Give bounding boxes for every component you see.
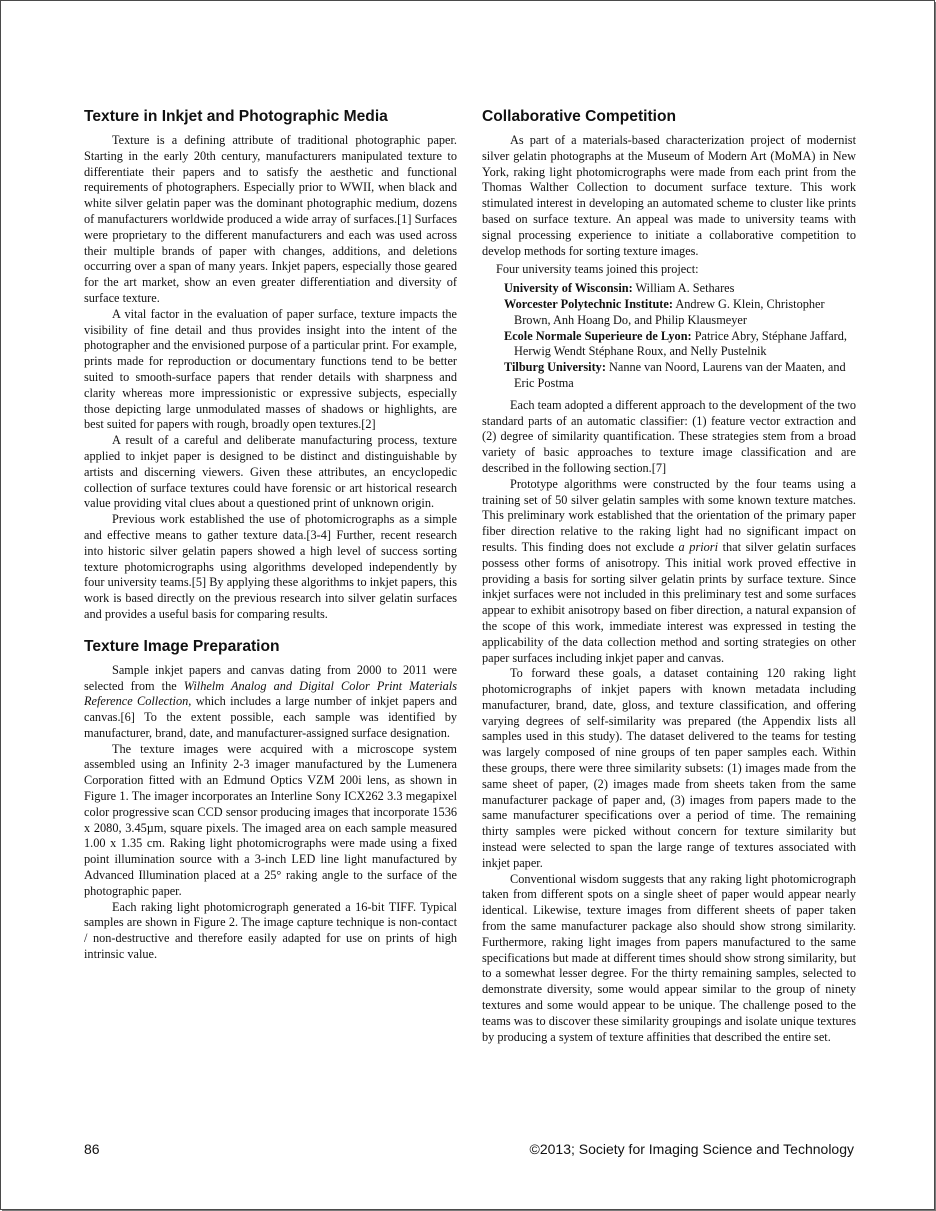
team-name: University of Wisconsin: bbox=[504, 281, 633, 296]
section-heading-image-preparation: Texture Image Preparation bbox=[84, 637, 280, 655]
paragraph bbox=[482, 477, 856, 667]
paragraph: A result of a careful and deliberate manufacturing process, texture applied to inkjet paper is designed to be distinct and distinguishable by artists and discerning viewers. Given these attributes, an encyclopedic collection of surface textures could have forensic or art historical research value providing vital clues about a questioned print of unknown origin. bbox=[84, 433, 457, 511]
team-name: Tilburg University: bbox=[504, 360, 606, 375]
copyright-notice: ©2013; Society for Imaging Science and Technology bbox=[529, 1141, 854, 1157]
text-run: Sample inkjet papers and canvas dating from 2000 to 2011 were selected from the bbox=[84, 662, 457, 693]
team-name: Worcester Polytechnic Institute: bbox=[504, 296, 673, 311]
team-members: Patrice Abry, Stéphane Jaffard, Herwig Wendt Stéphane Roux, and Nelly Pustelnik bbox=[514, 328, 847, 359]
team-members: Nanne van Noord, Laurens van der Maaten, and Eric Postma bbox=[514, 360, 846, 390]
page-number: 86 bbox=[84, 1141, 100, 1157]
text-run: that silver gelatin surfaces possess other forms of anisotropy. This initial work proved effective in providing a basis for sorting silver gelatin prints by surface texture. Since inkjet surfaces were not included in this preliminary test and some surfaces appear to exhibit anisotropy based on fiber direction, a natural expansion of the scope of this work, immediate interest was expressed in testing the applicability of the data collection method and sorting strategies on other paper surfaces including inkjet paper and canvas. bbox=[482, 539, 856, 665]
team-name: Ecole Normale Superieure de Lyon: bbox=[504, 328, 692, 343]
collection-title: Wilhelm Analog and Digital Color Print Materials Reference Collection, bbox=[84, 678, 458, 709]
paragraph: To forward these goals, a dataset containing 120 raking light photomicrographs of inkjet papers with known metadata including manufacturer, brand, date, gloss, and texture classification, and offering varying degrees of self-similarity was prepared (the Appendix lists all samples used in this study). The dataset delivered to the teams for testing was largely composed of nine groups of ten paper samples each. Within these groups, there were three similarity subsets: (1) images made from the same sheet of paper, (2) images made from sheets taken from the same manufacturer package of paper and, (3) images from papers made to the same manufacturer specifications over a period of time. The remaining thirty samples were picked without concern for texture similarity but instead were selected to span the large range of textures associated with inkjet paper. bbox=[482, 666, 856, 870]
team-list bbox=[482, 281, 856, 392]
team-entry bbox=[482, 297, 856, 329]
left-column bbox=[84, 107, 457, 963]
paragraph: As part of a materials-based characterization project of modernist silver gelatin photographs at the Museum of Modern Art (MoMA) in New York, raking light photomicrographs were made from each print from the Thomas Walther Collection to document surface texture. This work stimulated interest in developing an automated scheme to cluster like prints based on surface texture. An appeal was made to university teams with signal processing experience to initiate a collaborative competition to develop methods for sorting texture images. bbox=[482, 133, 856, 258]
paragraph: Previous work established the use of photomicrographs as a simple and effective means to gather texture data.[3-4] Further, recent research into historic silver gelatin papers showed a high level of success sorting texture photomicrographs using algorithms developed independently by four university teams.[5] By applying these algorithms to inkjet papers, this work is based directly on the previous research into silver gelatin surfaces and provides a useful basis for comparing results. bbox=[84, 512, 457, 621]
team-entry bbox=[482, 360, 856, 392]
paragraph: The texture images were acquired with a microscope system assembled using an Infinity 2-3 imager manufactured by the Lumenera Corporation fitted with an Edmund Optics VZM 200i lens, as shown in Figure 1. The imager incorporates an Interline Sony ICX262 3.3 megapixel color progressive scan CCD sensor producing images that incorporate 1536 x 2080, 3.45µm, square pixels. The imaged area on each sample measured 1.00 x 1.35 cm. Raking light photomicrographs were made using a fixed point illumination source with a 3-inch LED line light manufactured by Advanced Illumination placed at a 25° raking angle to the surface of the photographic paper. bbox=[84, 741, 457, 898]
section-heading-texture-media: Texture in Inkjet and Photographic Media bbox=[84, 108, 388, 125]
team-entry bbox=[482, 329, 856, 361]
paragraph: Each raking light photomicrograph generated a 16-bit TIFF. Typical samples are shown in Figure 2. The image capture technique is non-contact / non-destructive and therefore easily adapted for use on prints of high intrinsic value. bbox=[84, 899, 457, 962]
section-heading-collaborative-competition: Collaborative Competition bbox=[482, 108, 677, 125]
text-run: Prototype algorithms were constructed by the four teams using a training set of 50 silver gelatin samples with some known texture matches. This preliminary work established that the orientation of the primary paper fiber direction relative to the raking light had no significant impact on results. This finding does not exclude bbox=[482, 476, 856, 554]
text-run: which includes a large number of inkjet papers and canvas.[6] To the extent possible, each sample was identified by manufacturer, brand, date, and manufacturer-assigned surface designation. bbox=[84, 694, 458, 740]
right-column bbox=[482, 107, 856, 1045]
paragraph: A vital factor in the evaluation of paper surface, texture impacts the visibility of fine detail and thus provides insight into the intent of the photographer and the envisioned purpose of a particular print. For example, prints made for reproduction or documentary functions tend to be better suited to smooth-surface papers that render details with sharpness and clarity whereas more impressionistic or expressive subjects, especially those depicting large unmodulated masses of shadows or highlights, are best suited for papers with rough, broadly open textures.[2] bbox=[84, 306, 457, 432]
team-members: Andrew G. Klein, Christopher Brown, Anh Hoang Do, and Philip Klausmeyer bbox=[514, 296, 825, 327]
paragraph: Texture is a defining attribute of traditional photographic paper. Starting in the early 20th century, manufacturers manipulated texture to differentiate their papers and to satisfy the aesthetic and functional requirements of photographers. Especially prior to WWII, when black and white silver gelatin paper was the dominant photographic medium, dozens of manufacturers worldwide produced a wide array of surfaces.[1] Surfaces were proprietary to the different manufacturers and each was used across their multiple brands of paper with changes, additions, and deletions occurring over a span of many years. Inkjet papers, especially those geared for the art market, show an even greater differentiation and diversity of surface texture. bbox=[84, 133, 457, 305]
paragraph: Each team adopted a different approach to the development of the two standard parts of an automatic classifier: (1) feature vector extraction and (2) degree of similarity quantification. These strategies stem from a broad variety of basic approaches to texture image classification and are described in the following section.[7] bbox=[482, 397, 856, 475]
paragraph: Conventional wisdom suggests that any raking light photomicrograph taken from different spots on a single sheet of paper would appear nearly identical. Likewise, texture images from different sheets of paper taken from the same manufacturer package also should show strong similarity. Furthermore, raking light images from papers manufactured to the same specifications but made at different times should show strong similarity, but to a somewhat lesser degree. For the thirty remaining samples, selected to demonstrate diversity, some would appear similar to the group of ninety textures and some would appear to be unique. The challenge posed to the teams was to discover these similarity groupings and isolate unique textures by producing a system of texture affinities that described the entire set. bbox=[482, 871, 856, 1044]
team-members: William A. Sethares bbox=[632, 281, 735, 296]
paragraph bbox=[84, 663, 457, 742]
italic-term: a priori bbox=[678, 539, 718, 554]
teams-intro: Four university teams joined this project: bbox=[496, 262, 699, 277]
team-entry bbox=[482, 281, 856, 297]
